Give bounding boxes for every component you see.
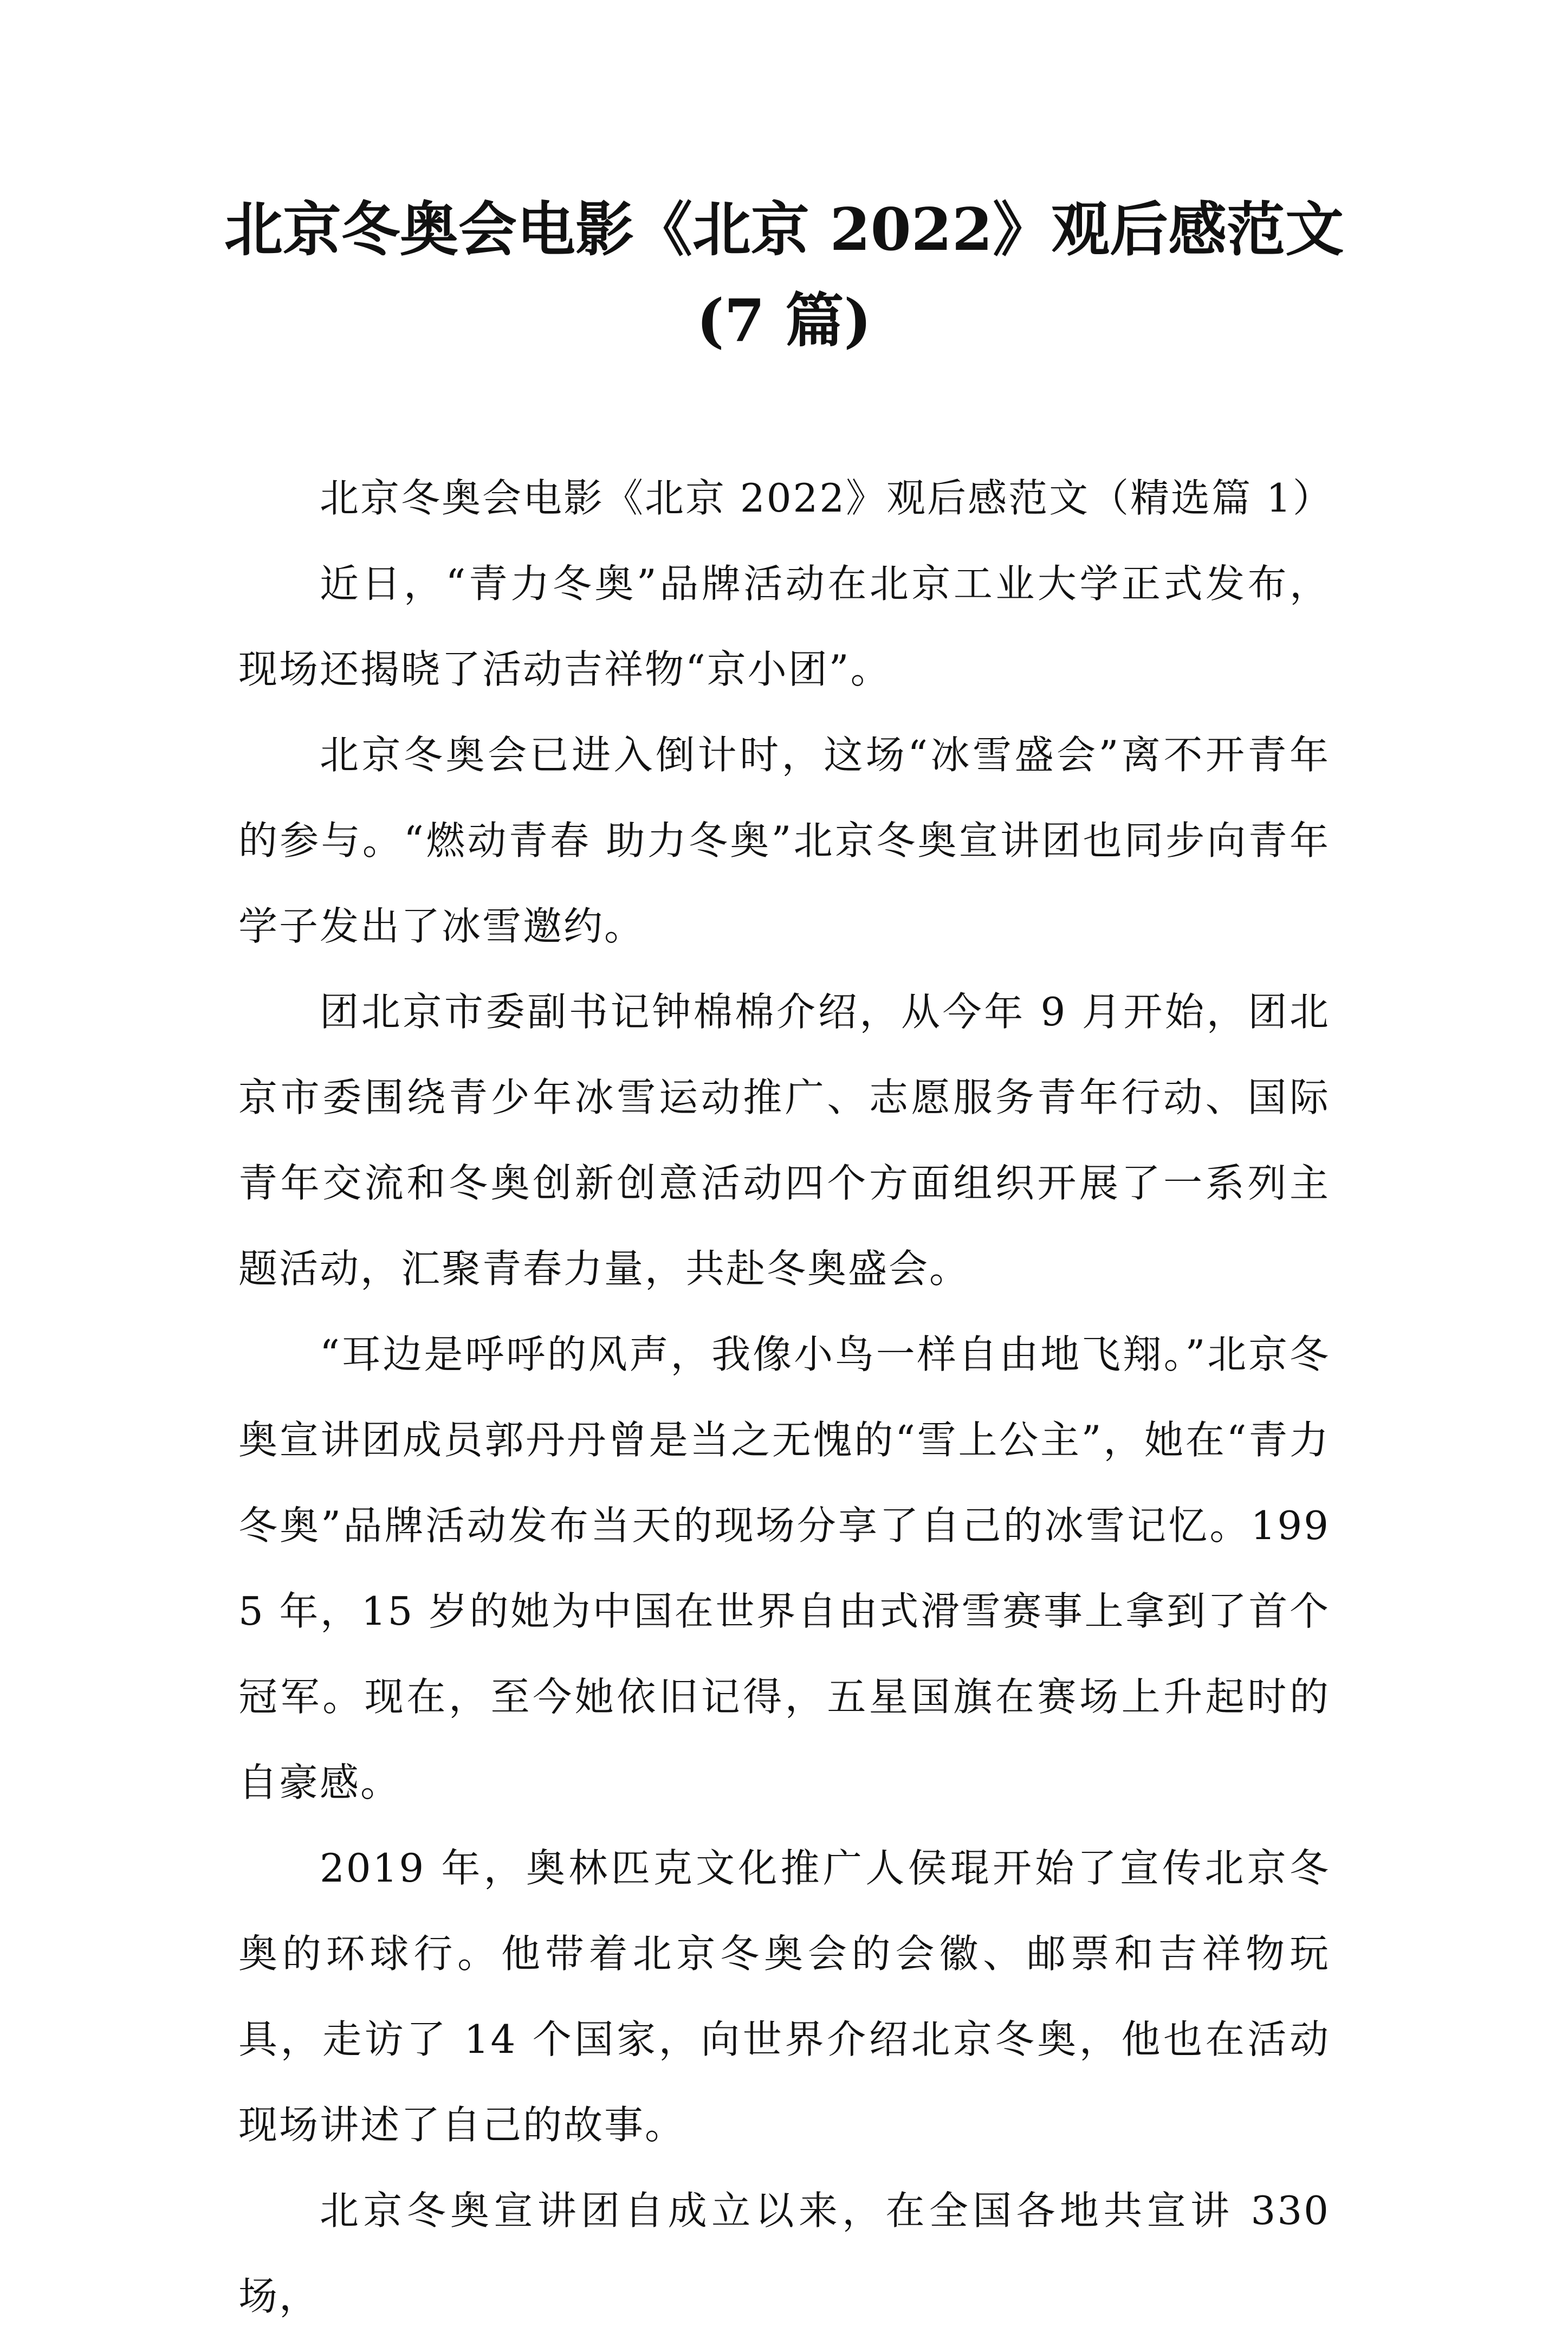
paragraph: “耳边是呼呼的风声，我像小鸟一样自由地飞翔。”北京冬奥宣讲团成员郭丹丹曾是当之无愧的“雪上公主”，她在“青力冬奥”品牌活动发布当天的现场分享了自己的冰雪记忆。1995 年，15 岁的她为中国在世界自由式滑雪赛事上拿到了首个冠军。现在，至今她依旧记得，五星国旗在赛场上升起时的自豪感。	[238, 1332, 1330, 1805]
paragraph: 近日，“青力冬奥”品牌活动在北京工业大学正式发布，现场还揭晓了活动吉祥物“京小团”。	[238, 561, 1330, 692]
document-title: 北京冬奥会电影《北京 2022》观后感范文(7 篇)	[224, 196, 1344, 355]
paragraph: 2019 年，奥林匹克文化推广人侯琨开始了宣传北京冬奥的环球行。他带着北京冬奥会的会徽、邮票和吉祥物玩具，走访了 14 个国家，向世界介绍北京冬奥，他也在活动现场讲述了自己的故事。	[238, 1845, 1330, 2148]
paragraph: 北京冬奥会已进入倒计时，这场“冰雪盛会”离不开青年的参与。“燃动青春 助力冬奥”北京冬奥宣讲团也同步向青年学子发出了冰雪邀约。	[238, 732, 1330, 949]
section-heading: 北京冬奥会电影《北京 2022》观后感范文（精选篇 1）	[320, 475, 1333, 521]
document-body	[238, 455, 1333, 2339]
paragraph: 北京冬奥宣讲团自成立以来，在全国各地共宣讲 330 场，	[238, 2188, 1330, 2319]
paragraph: 团北京市委副书记钟棉棉介绍，从今年 9 月开始，团北京市委围绕青少年冰雪运动推广、志愿服务青年行动、国际青年交流和冬奥创新创意活动四个方面组织开展了一系列主题活动，汇聚青春力量，共赴冬奥盛会。	[238, 989, 1330, 1291]
